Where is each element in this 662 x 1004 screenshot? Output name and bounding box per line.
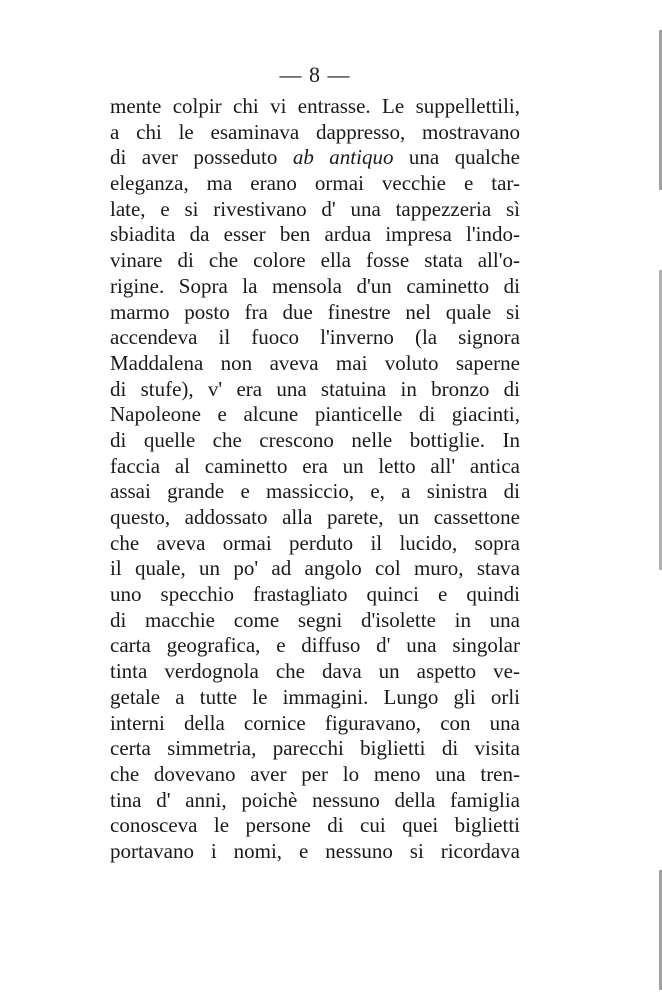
text-line: accendeva il fuoco l'inverno (la signora (110, 325, 520, 350)
text-line: getale a tutte le immagini. Lungo gli orli (110, 684, 520, 709)
text-line: di aver posseduto ab antiquo una qualche (110, 145, 520, 170)
text-line: mente colpir chi vi entrasse. Le suppellettili, (110, 94, 520, 118)
text-line: Napoleone e alcune pianticelle di giacinti, (110, 402, 520, 427)
text-line: Maddalena non aveva mai voluto saperne (110, 350, 520, 375)
text-line: carta geografica, e diffuso d' una singolar (110, 633, 520, 658)
text-line: di stufe), v' era una statuina in bronzo di (110, 376, 520, 401)
text-line: eleganza, ma erano ormai vecchie e tar- (110, 171, 520, 196)
text-line: faccia al caminetto era un letto all' antica (110, 453, 520, 478)
text-line: conosceva le persone di cui quei biglietti (110, 813, 520, 838)
body-text (110, 94, 520, 865)
text-line: il quale, un po' ad angolo col muro, stava (110, 556, 520, 581)
text-line: late, e si rivestivano d' una tappezzeria sì (110, 196, 520, 221)
text-line: assai grande e massiccio, e, a sinistra di (110, 479, 520, 504)
text-line: marmo posto fra due finestre nel quale si (110, 299, 520, 324)
text-line: che aveva ormai perduto il lucido, sopra (110, 530, 520, 555)
text-line: vinare di che colore ella fosse stata all'o- (110, 248, 520, 273)
text-line: tina d' anni, poichè nessuno della famiglia (110, 787, 520, 812)
text-line: portavano i nomi, e nessuno si ricordava (110, 838, 520, 863)
text-line: tinta verdognola che dava un aspetto ve- (110, 659, 520, 684)
text-line: interni della cornice figuravano, con una (110, 710, 520, 735)
text-line: di quelle che crescono nelle bottiglie. In (110, 427, 520, 452)
text-line: rigine. Sopra la mensola d'un caminetto di (110, 273, 520, 298)
text-line: di macchie come segni d'isolette in una (110, 607, 520, 632)
text-line: sbiadita da esser ben ardua impresa l'indo- (110, 222, 520, 247)
text-line: a chi le esaminava dappresso, mostravano (110, 119, 520, 144)
text-line: certa simmetria, parecchi biglietti di visita (110, 736, 520, 761)
text-line: uno specchio frastagliato quinci e quindi (110, 582, 520, 607)
text-line: che dovevano aver per lo meno una tren- (110, 761, 520, 786)
page-number: — 8 — (279, 62, 351, 87)
text-line: questo, addossato alla parete, un cassettone (110, 505, 520, 529)
italic-phrase: ab antiquo (292, 145, 394, 170)
